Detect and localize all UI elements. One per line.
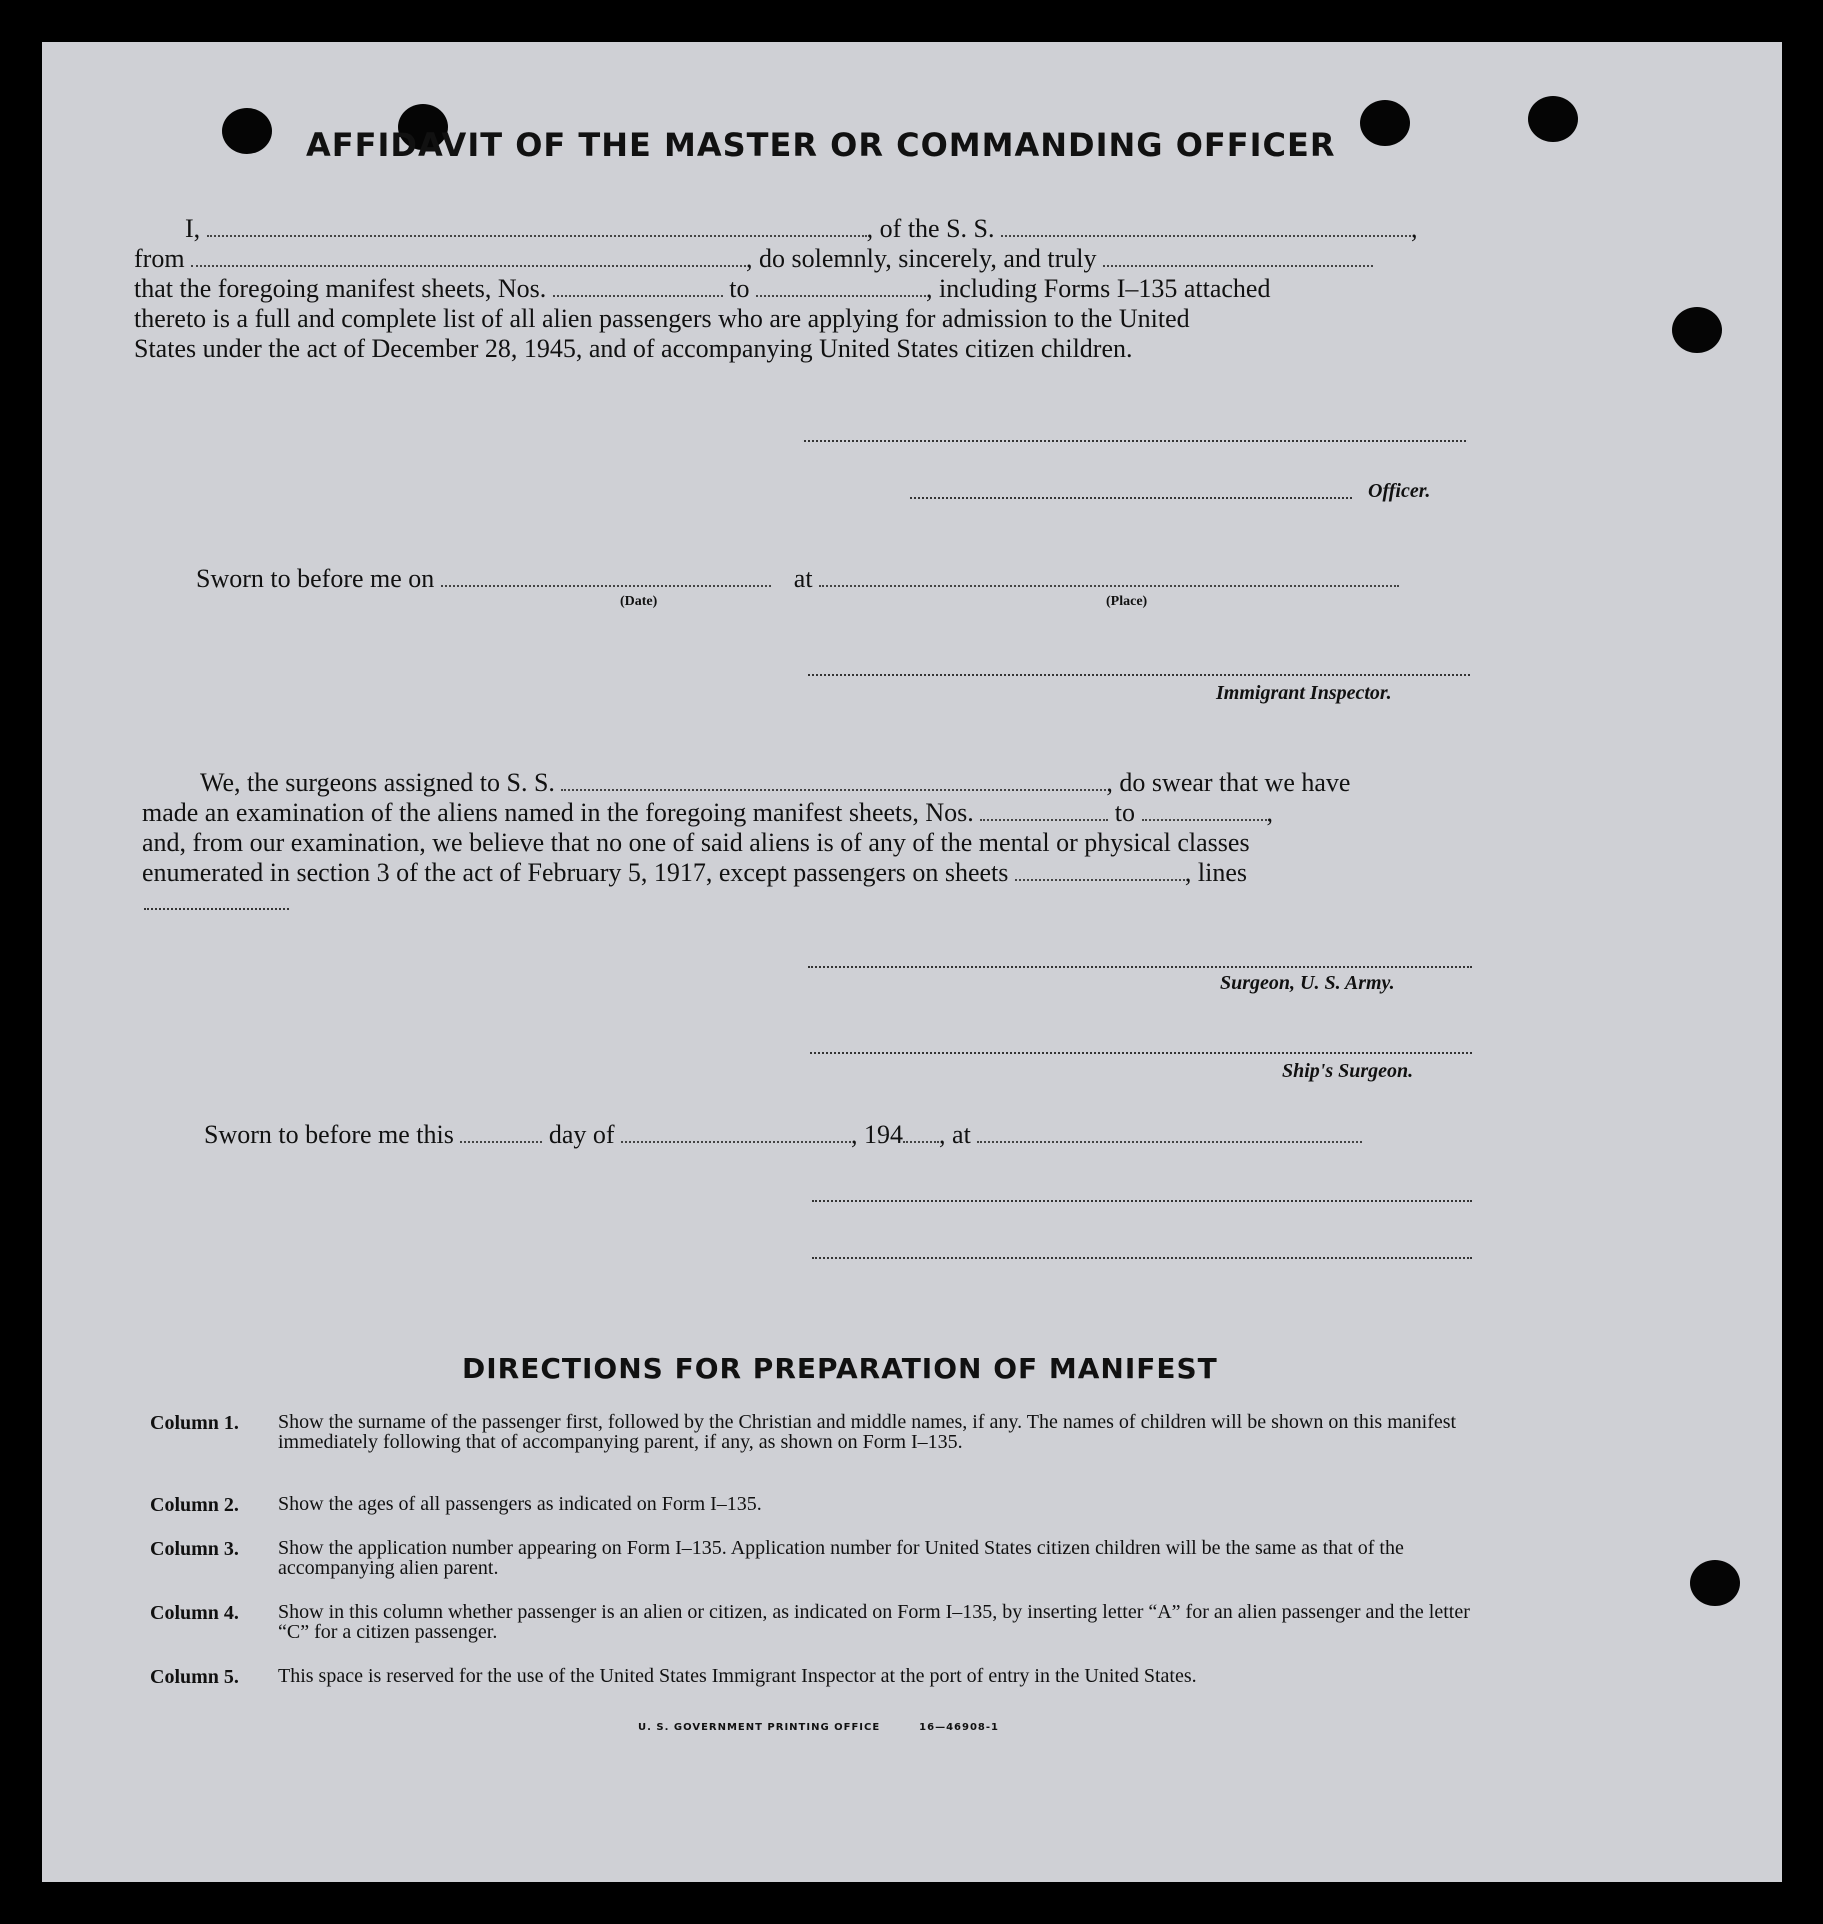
column-2-text: Show the ages of all passengers as indicated on Form I–135. <box>278 1493 762 1515</box>
printer-imprint <box>638 1722 999 1733</box>
column-1-label: Column 1. <box>150 1412 239 1434</box>
punch-hole <box>1360 100 1410 146</box>
place-blank[interactable] <box>819 565 1399 587</box>
officer-caption: Officer. <box>1368 480 1431 502</box>
affidavit-line-5: States under the act of December 28, 1945, and of accompanying United States citizen children. <box>134 334 1133 363</box>
surgeons-text: We, the surgeons assigned to S. S. <box>200 768 555 797</box>
date-caption: (Date) <box>620 594 658 609</box>
column-1-text: Show the surname of the passenger first, followed by the Christian and middle names, if any. The names of children will be shown on this manifest immediately following that of accompanying parent, if any, as shown on Form I–135. <box>278 1411 1457 1453</box>
surgeons-line-4 <box>142 858 1247 888</box>
surgeons-line-2 <box>142 798 1273 828</box>
ship-name-blank[interactable] <box>1001 215 1411 237</box>
affidavit-text: to <box>729 274 750 303</box>
form-page <box>42 42 1782 1882</box>
punch-hole <box>1690 1560 1740 1606</box>
column-3-text: Show the application number appearing on Form I–135. Application number for United States citizen children will be the same as that of the accompanying alien parent. <box>278 1537 1404 1579</box>
column-5-text: This space is reserved for the use of the United States Immigrant Inspector at the port of entry in the United States. <box>278 1665 1197 1687</box>
ship-surgeon-signature-line[interactable] <box>810 1052 1472 1054</box>
lines-blank[interactable] <box>144 908 289 910</box>
column-4-label: Column 4. <box>150 1602 239 1624</box>
sworn-text: Sworn to before me on <box>196 564 435 593</box>
affidavit-text: from <box>134 244 185 273</box>
affidavit-text: I, <box>185 214 201 243</box>
column-2-label: Column 2. <box>150 1494 239 1516</box>
inspector-caption: Immigrant Inspector. <box>1216 682 1392 704</box>
sworn2-text: day of <box>548 1120 615 1149</box>
sworn2-text: , 194 <box>851 1120 904 1149</box>
officer-signature-line[interactable] <box>804 440 1466 442</box>
punch-hole <box>1528 96 1578 142</box>
affidavit-line-3 <box>134 274 1270 304</box>
sworn2-place-blank[interactable] <box>977 1121 1362 1143</box>
affidavit-text: , including Forms I–135 attached <box>926 274 1271 303</box>
date-blank[interactable] <box>441 565 771 587</box>
surgeons-line-1 <box>200 768 1350 798</box>
affidavit-line-2 <box>134 244 1373 274</box>
affidavit-line-4: thereto is a full and complete list of all alien passengers who are applying for admission to the United <box>134 304 1190 333</box>
surgeons-text: , do swear that we have <box>1106 768 1351 797</box>
affidavit-title: AFFIDAVIT OF THE MASTER OR COMMANDING OFFICER <box>306 126 1336 164</box>
origin-blank[interactable] <box>191 245 746 267</box>
surgeons-text: enumerated in section 3 of the act of February 5, 1917, except passengers on sheets <box>142 858 1009 887</box>
sworn-line-1 <box>196 564 1399 594</box>
sworn-at: at <box>793 564 813 593</box>
surgeons-text: made an examination of the aliens named in the foregoing manifest sheets, Nos. <box>142 798 974 827</box>
affidavit-line-1 <box>185 214 1418 244</box>
day-blank[interactable] <box>460 1121 542 1143</box>
punch-hole <box>1672 307 1722 353</box>
printer-name: U. S. GOVERNMENT PRINTING OFFICE <box>638 1722 881 1733</box>
sheet-from-blank[interactable] <box>553 275 723 297</box>
sworn-line-2 <box>204 1120 1362 1150</box>
year-blank[interactable] <box>903 1121 939 1143</box>
affidavit-text: , of the S. S. <box>866 214 995 243</box>
affirm-blank[interactable] <box>1103 245 1373 267</box>
surgeons-sheet-to-blank[interactable] <box>1142 799 1267 821</box>
affidavit-text: that the foregoing manifest sheets, Nos. <box>134 274 547 303</box>
sworn2-title-line[interactable] <box>812 1257 1472 1259</box>
punch-hole <box>222 108 272 154</box>
column-3-label: Column 3. <box>150 1538 239 1560</box>
surgeons-sheet-from-blank[interactable] <box>980 799 1108 821</box>
army-surgeon-caption: Surgeon, U. S. Army. <box>1220 972 1395 994</box>
sworn2-signature-line[interactable] <box>812 1200 1472 1202</box>
directions-title: DIRECTIONS FOR PREPARATION OF MANIFEST <box>462 1352 1218 1385</box>
name-blank[interactable] <box>207 215 867 237</box>
surgeons-text: , <box>1266 798 1273 827</box>
surgeons-ship-blank[interactable] <box>561 769 1106 791</box>
affidavit-text: , <box>1411 214 1418 243</box>
column-5-label: Column 5. <box>150 1666 239 1688</box>
affidavit-text: , do solemnly, sincerely, and truly <box>746 244 1097 273</box>
surgeons-line-3: and, from our examination, we believe that no one of said aliens is of any of the mental or physical classes <box>142 828 1250 857</box>
column-4-text: Show in this column whether passenger is an alien or citizen, as indicated on Form I–135, by inserting letter “A” for an alien passenger and the letter “C” for a citizen passenger. <box>278 1601 1470 1643</box>
inspector-signature-line[interactable] <box>808 674 1470 676</box>
sworn2-text: , at <box>939 1120 971 1149</box>
month-blank[interactable] <box>621 1121 851 1143</box>
officer-title-line[interactable] <box>910 497 1352 499</box>
except-sheets-blank[interactable] <box>1015 859 1185 881</box>
place-caption: (Place) <box>1106 594 1148 609</box>
surgeons-text: , lines <box>1184 858 1248 887</box>
ship-surgeon-caption: Ship's Surgeon. <box>1282 1060 1414 1082</box>
form-code: 16—46908-1 <box>919 1722 999 1733</box>
sheet-to-blank[interactable] <box>756 275 926 297</box>
surgeons-text: to <box>1114 798 1135 827</box>
sworn2-text: Sworn to before me this <box>204 1120 454 1149</box>
army-surgeon-signature-line[interactable] <box>808 966 1472 968</box>
